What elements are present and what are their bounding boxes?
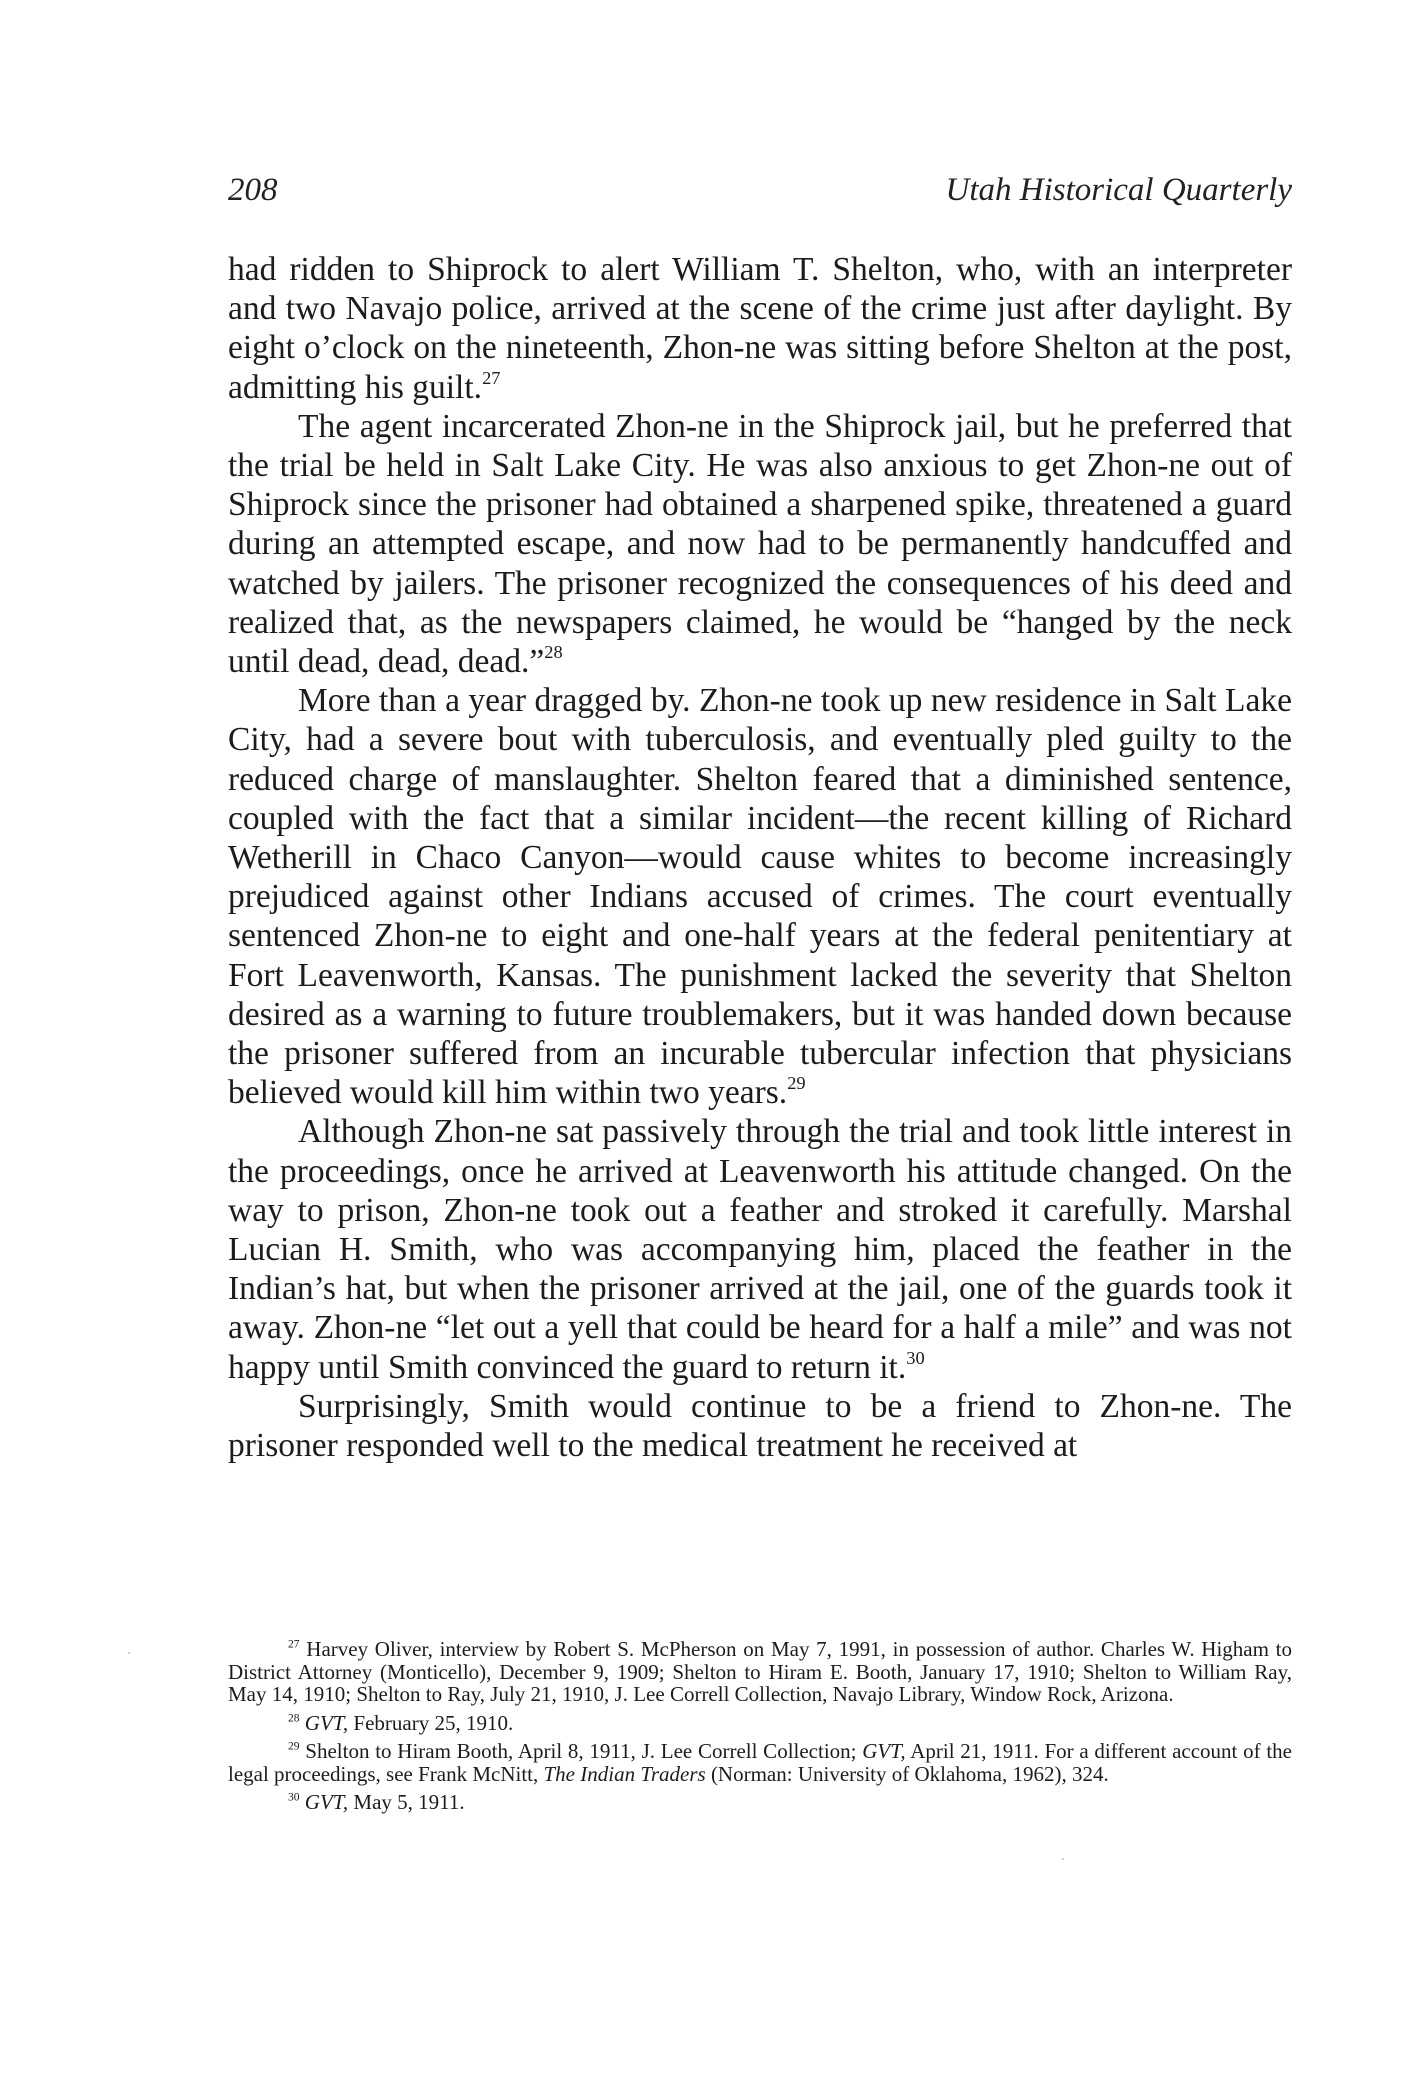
footnote-text: Shelton to Hiram Booth, April 8, 1911, J. Lee Correll Collection; <box>305 1739 863 1763</box>
footnote-text: February 25, 1910. <box>348 1710 514 1735</box>
paragraph <box>228 681 1292 1112</box>
footnote-number: 28 <box>288 1711 300 1724</box>
paragraph-text: had ridden to Shiprock to alert William T. Shelton, who, with an interpreter and two Navajo police, arrived at the scene of the crime just after daylight. By eight o’clock on the nineteenth, Zhon-ne was sitting before Shelton at the post, admitting his guilt. <box>228 251 1292 406</box>
footnote <box>228 1712 1292 1735</box>
footnote-number: 29 <box>288 1740 300 1753</box>
journal-title: Utah Historical Quarterly <box>945 172 1292 208</box>
footnote-number: 30 <box>288 1791 300 1804</box>
running-header <box>228 172 1292 216</box>
footnote <box>228 1740 1292 1785</box>
footnote-source: GVT, <box>862 1739 906 1763</box>
paragraph <box>228 1112 1292 1386</box>
footnote-text: May 5, 1911. <box>348 1790 465 1814</box>
footnotes <box>228 1638 1292 1820</box>
paragraph-text: Although Zhon-ne sat passively through the trial and took little interest in the proceedings, once he arrived at Leavenworth his attitude changed. On the way to prison, Zhon-ne took out a feather and stroked it carefully. Marshal Lucian H. Smith, who was accompanying him, placed the feather in the Indian’s hat, but when the prisoner arrived at the jail, one of the guards took it away. Zhon-ne “let out a yell that could be heard for a half a mile” and was not happy until Smith convinced the guard to return it. <box>228 1113 1292 1386</box>
footnote <box>228 1638 1292 1706</box>
paragraph <box>228 250 1292 407</box>
paragraph-text: The agent incarcerated Zhon-ne in the Shiprock jail, but he preferred that the trial be held in Salt Lake City. He was also anxious to get Zhon-ne out of Shiprock since the prisoner had obtained a sharpened spike, threatened a guard during an attempted escape, and now had to be permanently handcuffed and watched by jailers. The prisoner recognized the consequences of his deed and realized that, as the newspapers claimed, he would be “hanged by the neck until dead, dead, dead.” <box>228 407 1292 681</box>
scan-speck <box>1062 1858 1064 1860</box>
paragraph <box>228 1387 1292 1465</box>
paragraph-text: Surprisingly, Smith would continue to be a friend to Zhon-ne. The prisoner responded well to the medical treatment he received at <box>228 1387 1292 1465</box>
paragraph <box>228 407 1292 681</box>
footnote-ref: 29 <box>787 1073 806 1094</box>
body-text <box>228 250 1292 1465</box>
scan-speck <box>128 1652 130 1654</box>
footnote-book-title: The Indian Traders <box>543 1761 706 1786</box>
footnote-source: GVT, <box>304 1710 349 1735</box>
footnote-number: 27 <box>288 1638 300 1651</box>
footnote <box>228 1791 1292 1814</box>
page-number: 208 <box>228 172 278 208</box>
paragraph-text: More than a year dragged by. Zhon-ne took up new residence in Salt Lake City, had a severe bout with tuberculosis, and eventually pled guilty to the reduced charge of manslaughter. Shelton feared that a diminished sentence, coupled with the fact that a similar incident—the recent killing of Richard Wetherill in Chaco Canyon—would cause whites to become increasingly prejudiced against other Indians accused of crimes. The court eventually sentenced Zhon-ne to eight and one-half years at the federal penitentiary at Fort Leavenworth, Kansas. The punishment lacked the severity that Shelton desired as a warning to future troublemakers, but it was handed down because the prisoner suffered from an incurable tubercular infection that physicians believed would kill him within two years. <box>228 682 1292 1112</box>
footnote-ref: 28 <box>544 642 563 663</box>
footnote-text: April 21, 1911. For a different account of the legal proceedings, see Frank McNitt, <box>228 1739 1293 1786</box>
footnote-source: GVT, <box>304 1790 349 1814</box>
footnote-text: (Norman: University of Oklahoma, 1962), 324. <box>705 1761 1109 1786</box>
footnote-ref: 27 <box>482 367 501 388</box>
footnote-ref: 30 <box>906 1347 925 1368</box>
footnote-text: Harvey Oliver, interview by Robert S. McPherson on May 7, 1991, in possession of author. Charles W. Higham to District Attorney (Monticello), December 9, 1909; Shelton to Hiram E. Booth, January 17, 1910; Shelton to William Ray, May 14, 1910; Shelton to Ray, July 21, 1910, J. Lee Correll Collection, Navajo Library, Window Rock, Arizona. <box>228 1637 1293 1706</box>
